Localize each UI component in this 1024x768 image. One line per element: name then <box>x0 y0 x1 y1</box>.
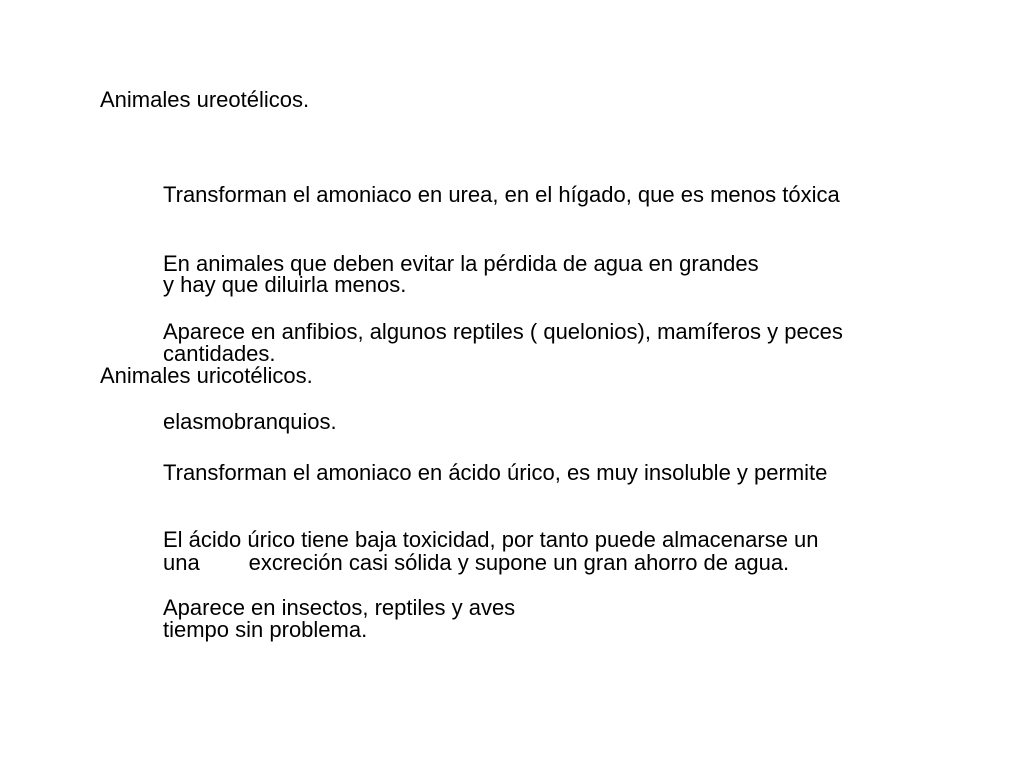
bullet-line: En animales que deben evitar la pérdida de agua en grandes <box>163 251 759 276</box>
bullet-line: Aparece en anfibios, algunos reptiles ( quelonios), mamíferos y peces <box>163 319 843 344</box>
bullet-line: El ácido úrico tiene baja toxicidad, por tanto puede almacenarse un <box>163 527 819 552</box>
bullet-line: tiempo sin problema. <box>163 617 368 642</box>
bullet-line: una excreción casi sólida y supone un gran ahorro de agua. <box>163 550 790 575</box>
bullet-line: Aparece en insectos, reptiles y aves <box>163 595 516 620</box>
section-heading-ureotelicos: Animales ureotélicos. <box>100 87 310 112</box>
bullet-line: Transforman el amoniaco en urea, en el hígado, que es menos tóxica <box>163 182 840 207</box>
section-heading-uricotelicos: Animales uricotélicos. <box>100 363 313 388</box>
bullet-uricotelicos-3 <box>163 533 963 683</box>
bullet-line: Transforman el amoniaco en ácido úrico, es muy insoluble y permite <box>163 460 828 485</box>
bullet-line: y hay que diluirla menos. <box>163 272 407 297</box>
bullet-line: cantidades. <box>163 341 276 366</box>
bullet-line: elasmobranquios. <box>163 409 337 434</box>
